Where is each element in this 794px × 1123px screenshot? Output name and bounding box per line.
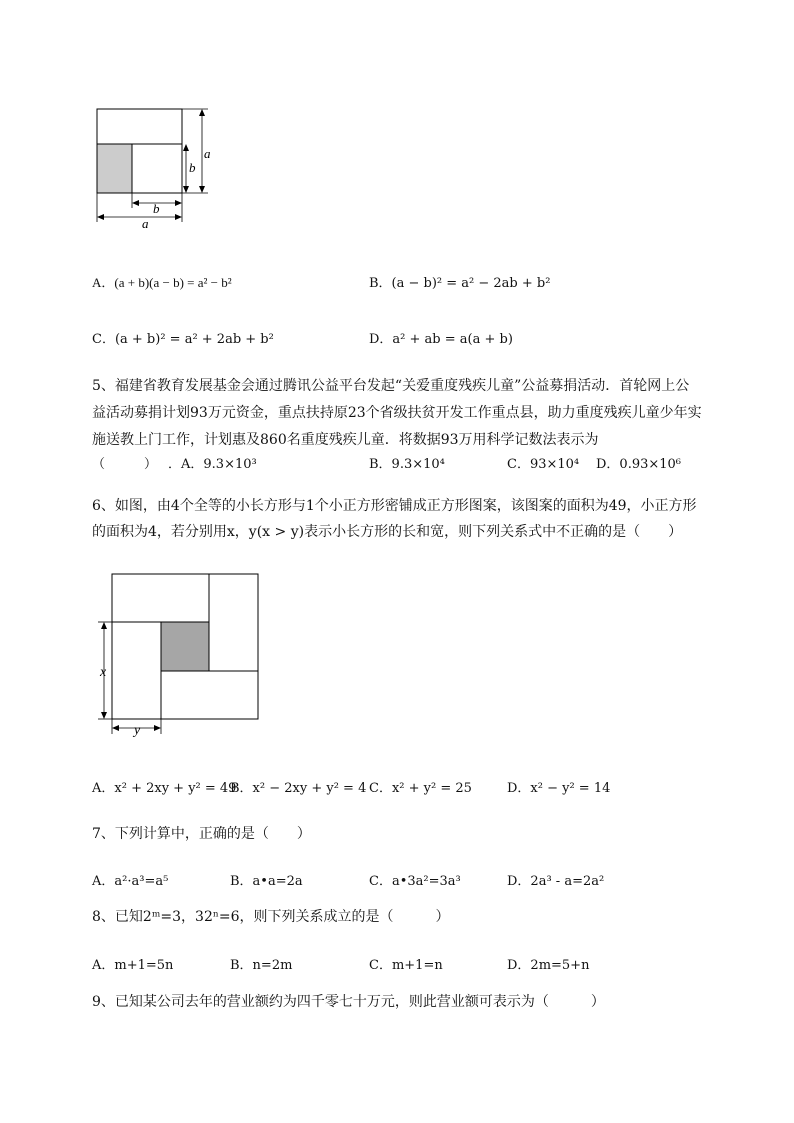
- q6-option-b[interactable]: B．x² − 2xy + y² = 4: [230, 781, 367, 796]
- q5-line-3: 施送教上门工作，计划惠及860名重度残疾儿童．将数据93万用科学记数法表示为: [92, 432, 599, 448]
- q6-option-d[interactable]: D．x² − y² = 14: [507, 781, 611, 796]
- fig1-label-b-bottom: b: [153, 201, 160, 216]
- q4-option-c[interactable]: C．(a + b)² = a² + 2ab + b²: [92, 332, 274, 347]
- figure-2-pinwheel-diagram: [90, 568, 270, 740]
- fig1-label-a-bottom: a: [142, 216, 149, 231]
- q8-option-d[interactable]: D．2m=5+n: [507, 958, 590, 973]
- q6-line-2: 的面积为4，若分别用x，y(x > y)表示小长方形的长和宽，则下列关系式中不正确的是（ ）: [92, 524, 683, 540]
- q5-option-d[interactable]: D．0.93×10⁶: [596, 457, 682, 472]
- fig2-label-x: x: [100, 665, 107, 680]
- q6-line-1: 6、如图，由4个全等的小长方形与1个小正方形密铺成正方形图案，该图案的面积为49，小正方形: [92, 498, 697, 514]
- small-square-shaded: [161, 622, 209, 671]
- fig1-label-b-right: b: [189, 160, 196, 175]
- q7-stem: 7、下列计算中，正确的是（ ）: [92, 826, 311, 842]
- q9-stem: 9、已知某公司去年的营业额约为四千零七十万元，则此营业额可表示为（ ）: [92, 994, 605, 1010]
- q4-option-a[interactable]: A．(a + b)(a − b) = a² − b²: [92, 275, 232, 290]
- q5-line-1: 5、福建省教育发展基金会通过腾讯公益平台发起“关爱重度残疾儿童”公益募捐活动．首轮网上公: [92, 378, 690, 394]
- q8-stem: 8、已知2ᵐ=3，32ⁿ=6，则下列关系成立的是（ ）: [92, 909, 450, 925]
- q6-option-a[interactable]: A．x² + 2xy + y² = 49: [92, 781, 237, 796]
- q7-option-b[interactable]: B．a•a=2a: [230, 874, 303, 889]
- q8-option-a[interactable]: A．m+1=5n: [92, 958, 174, 973]
- q7-option-c[interactable]: C．a•3a²=3a³: [369, 874, 461, 889]
- shaded-rectangle: [97, 144, 132, 193]
- q4-option-d[interactable]: D．a² + ab = a(a + b): [369, 332, 513, 347]
- q5-answer-paren: （ ）: [92, 457, 158, 472]
- q8-option-c[interactable]: C．m+1=n: [369, 958, 443, 973]
- q8-option-b[interactable]: B．n=2m: [230, 958, 293, 973]
- q5-option-c[interactable]: C．93×10⁴: [507, 457, 580, 472]
- q5-option-b[interactable]: B．9.3×10⁴: [369, 457, 445, 472]
- q6-option-c[interactable]: C．x² + y² = 25: [369, 781, 472, 796]
- figure-1-square-diagram: [88, 100, 218, 235]
- q7-option-d[interactable]: D．2a³ - a=2a²: [507, 874, 605, 889]
- q5-line-2: 益活动募捐计划93万元资金，重点扶持原23个省级扶贫开发工作重点县，助力重度残疾儿童少年实: [92, 405, 702, 421]
- q4-option-b[interactable]: B．(a − b)² = a² − 2ab + b²: [369, 276, 551, 291]
- fig1-label-a-right: a: [204, 146, 211, 161]
- q5-option-a[interactable]: ．A．9.3×10³: [168, 457, 257, 472]
- fig2-label-y: y: [134, 723, 141, 738]
- q7-option-a[interactable]: A．a²·a³=a⁵: [92, 874, 169, 889]
